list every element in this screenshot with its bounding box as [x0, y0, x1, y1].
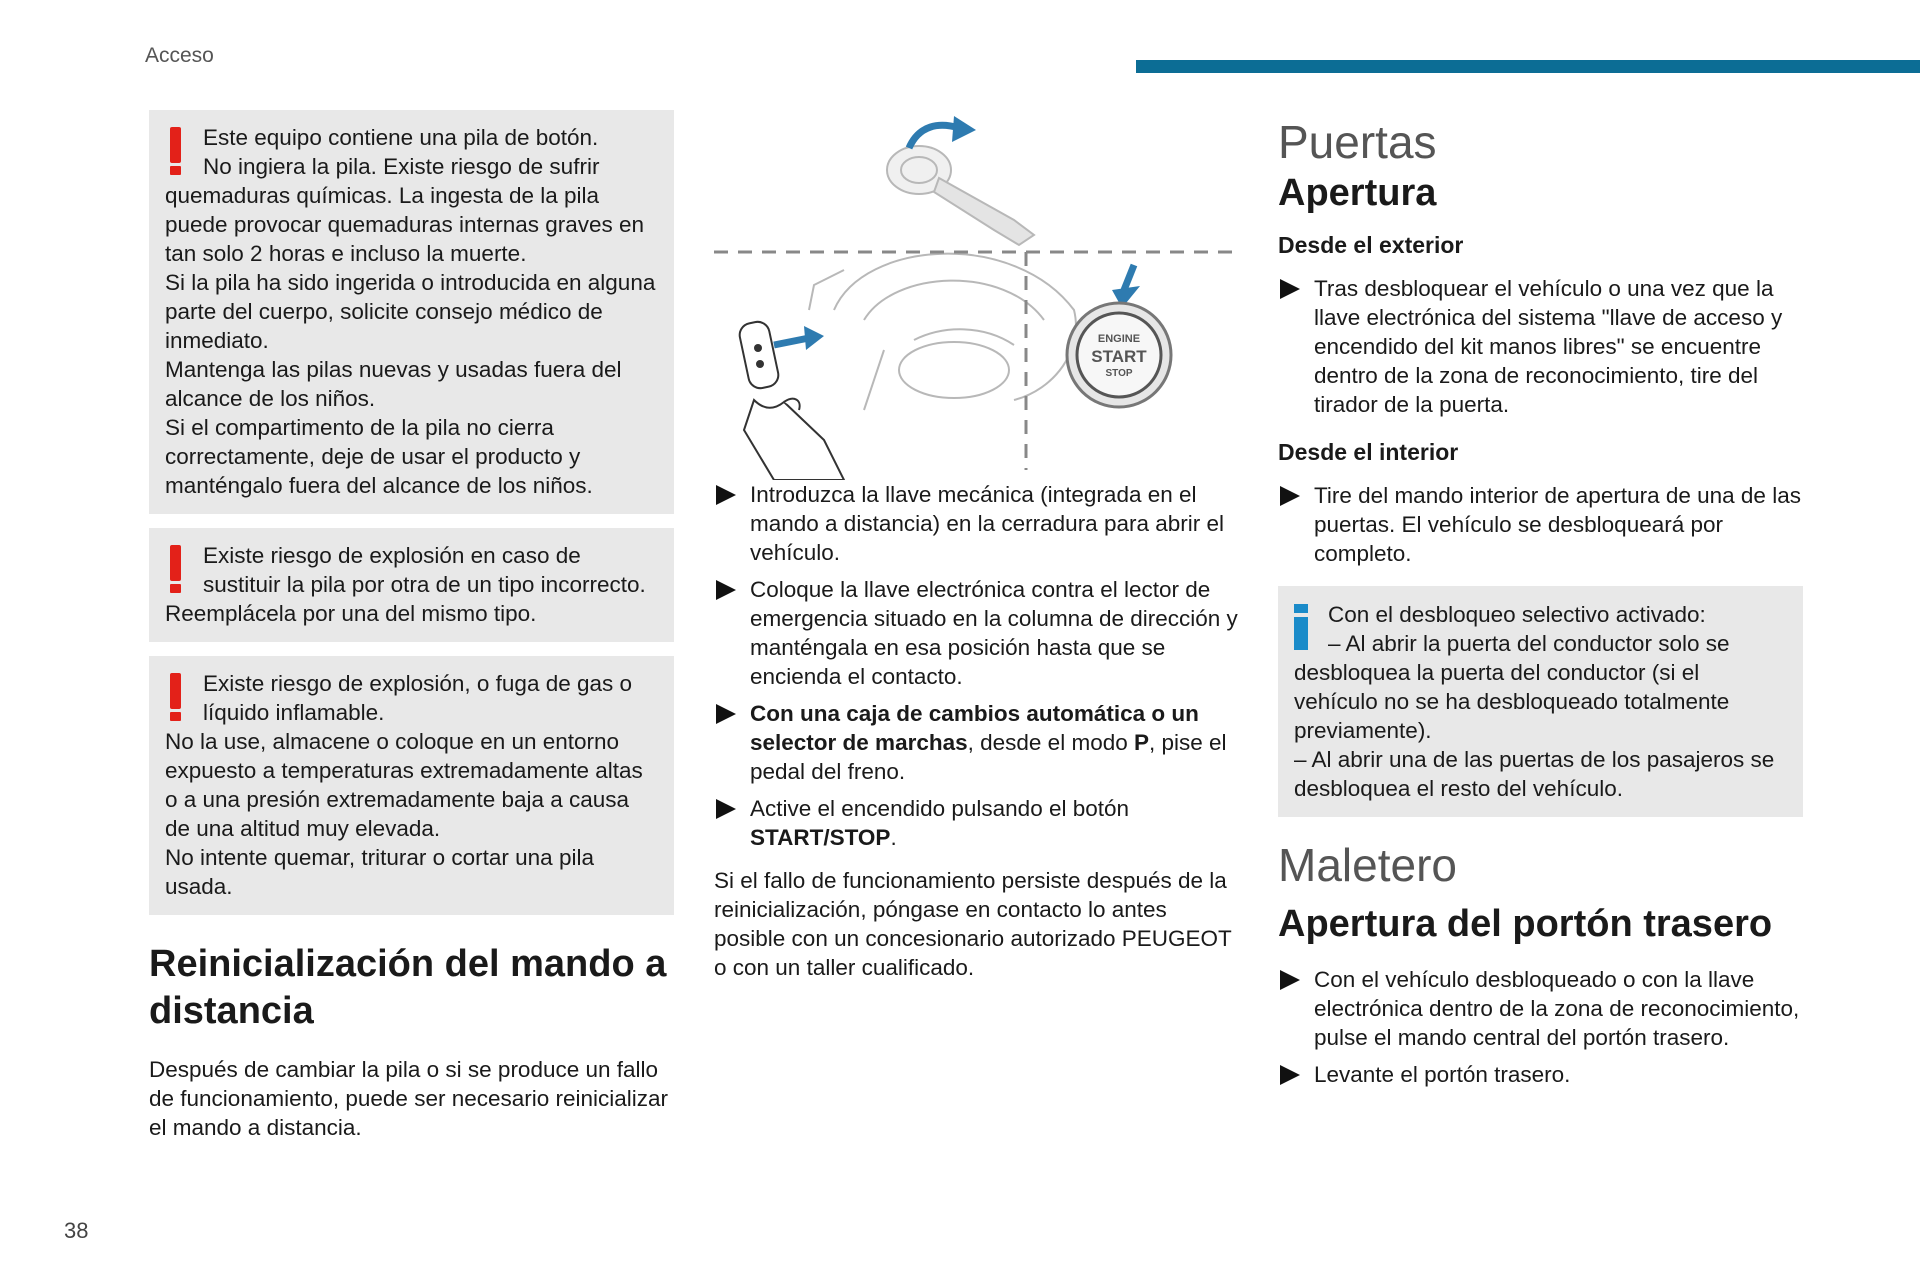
engine-button-label-3: STOP — [1105, 368, 1133, 379]
warning-text: Si la pila ha sido ingerida o introducida en alguna parte del cuerpo, solicite consejo médico de inmediato. — [165, 270, 656, 353]
triangle-bullet-icon — [1280, 970, 1300, 990]
warning-box-wrong-battery — [149, 528, 674, 642]
warning-text: No ingiera la pila. Existe riesgo de sufrir quemaduras químicas. La ingesta de la pila puede provocar quemaduras internas graves en tan solo 2 horas e incluso la muerte. — [165, 154, 645, 266]
list-item — [714, 699, 1239, 786]
outside-heading: Desde el exterior — [1278, 232, 1464, 258]
trunk-heading: Maletero — [1278, 839, 1457, 891]
tailgate-heading: Apertura del portón trasero — [1278, 903, 1773, 945]
inside-steps — [1278, 481, 1803, 568]
triangle-bullet-icon — [716, 799, 736, 819]
column-right — [1278, 110, 1803, 1097]
page-number: 38 — [64, 1218, 89, 1243]
step-text: Tras desbloquear el vehículo o una vez que la llave electrónica del sistema "llave de acceso y encendido del kit manos libres" se encuentre dentro de la zona de reconocimiento, tire del tirador de la puerta. — [1314, 276, 1783, 417]
warning-text: Mantenga las pilas nuevas y usadas fuera del alcance de los niños. — [165, 357, 622, 411]
step-text: Con el vehículo desbloqueado o con la llave electrónica dentro de la zona de reconocimiento, pulse el mando central del portón trasero. — [1314, 967, 1800, 1050]
column-left — [149, 110, 674, 1142]
triangle-bullet-icon — [1280, 279, 1300, 299]
tailgate-steps — [1278, 965, 1803, 1089]
info-icon — [1294, 600, 1326, 652]
step-bold: P — [1133, 730, 1149, 755]
list-item — [1278, 1060, 1803, 1089]
reset-heading: Reinicialización del mando a distancia — [149, 943, 667, 1032]
engine-button-label-1: ENGINE — [1097, 333, 1141, 345]
opening-heading: Apertura — [1278, 172, 1437, 214]
malfunction-note: Si el fallo de funcionamiento persiste después de la reinicialización, póngase en contacto lo antes posible con un concesionario autorizado PEUGEOT o con un taller cualificado. — [714, 868, 1232, 980]
column-middle — [714, 110, 1239, 982]
triangle-bullet-icon — [716, 580, 736, 600]
engine-button-label-2: START — [1091, 347, 1147, 366]
list-item — [1278, 481, 1803, 568]
warning-text: Existe riesgo de explosión en caso de sustituir la pila por otra de un tipo incorrecto. Reemplácela por una del mismo tipo. — [165, 543, 646, 626]
list-item — [1278, 274, 1803, 419]
list-item — [1278, 965, 1803, 1052]
step-text: , desde el modo — [967, 730, 1134, 755]
triangle-bullet-icon — [716, 704, 736, 724]
step-text: Levante el portón trasero. — [1314, 1062, 1571, 1087]
info-text: Con el desbloqueo selectivo activado: — [1328, 602, 1706, 627]
info-box-selective-unlock — [1278, 586, 1803, 817]
step-bold: START/STOP — [750, 825, 891, 850]
section-label: Acceso — [145, 44, 214, 67]
illustration-svg — [714, 110, 1239, 480]
triangle-bullet-icon — [1280, 486, 1300, 506]
step-text: , pise el pedal del freno. — [750, 730, 1227, 784]
emergency-start-illustration — [714, 110, 1239, 480]
exclamation-icon — [165, 123, 199, 175]
step-text: Coloque la llave electrónica contra el lector de emergencia situado en la columna de dirección y manténgala en esa posición hasta que se encienda el contacto. — [750, 577, 1238, 689]
warning-text: Existe riesgo de explosión, o fuga de gas o líquido inflamable. — [203, 671, 633, 725]
reset-body: Después de cambiar la pila o si se produce un fallo de funcionamiento, puede ser necesario reinicializar el mando a distancia. — [149, 1057, 669, 1140]
triangle-bullet-icon — [716, 485, 736, 505]
warning-text: No intente quemar, triturar o cortar una pila usada. — [165, 845, 594, 899]
exclamation-icon — [165, 541, 199, 593]
step-text: Tire del mando interior de apertura de una de las puertas. El vehículo se desbloqueará por completo. — [1314, 483, 1801, 566]
warning-box-explosion — [149, 656, 674, 915]
warning-text: Este equipo contiene una pila de botón. — [203, 125, 599, 150]
triangle-bullet-icon — [1280, 1065, 1300, 1085]
info-text: – Al abrir la puerta del conductor solo se desbloquea la puerta del conductor (si el vehículo no se ha desbloqueado totalmente previamente). — [1294, 631, 1730, 743]
inside-heading: Desde el interior — [1278, 439, 1459, 465]
list-item — [714, 480, 1239, 567]
step-bold: Con una caja de cambios automática o un selector de marchas — [750, 701, 1199, 755]
warning-text: No la use, almacene o coloque en un entorno expuesto a temperaturas extremadamente altas o a una presión extremadamente baja a causa de una altitud muy elevada. — [165, 729, 643, 841]
step-text: Active el encendido pulsando el botón — [750, 796, 1130, 821]
warning-text: Si el compartimento de la pila no cierra correctamente, deje de usar el producto y manténgalo fuera del alcance de los niños. — [165, 415, 593, 498]
start-steps-list — [714, 480, 1239, 852]
warning-box-battery-ingestion — [149, 110, 674, 514]
list-item — [714, 575, 1239, 691]
exclamation-icon — [165, 669, 199, 721]
step-text: Introduzca la llave mecánica (integrada en el mando a distancia) en la cerradura para abrir el vehículo. — [750, 482, 1225, 565]
info-text: – Al abrir una de las puertas de los pasajeros se desbloquea el resto del vehículo. — [1294, 747, 1775, 801]
outside-steps — [1278, 274, 1803, 419]
header-accent-bar — [1136, 60, 1920, 73]
step-text: . — [890, 825, 897, 850]
doors-heading: Puertas — [1278, 116, 1437, 168]
list-item — [714, 794, 1239, 852]
